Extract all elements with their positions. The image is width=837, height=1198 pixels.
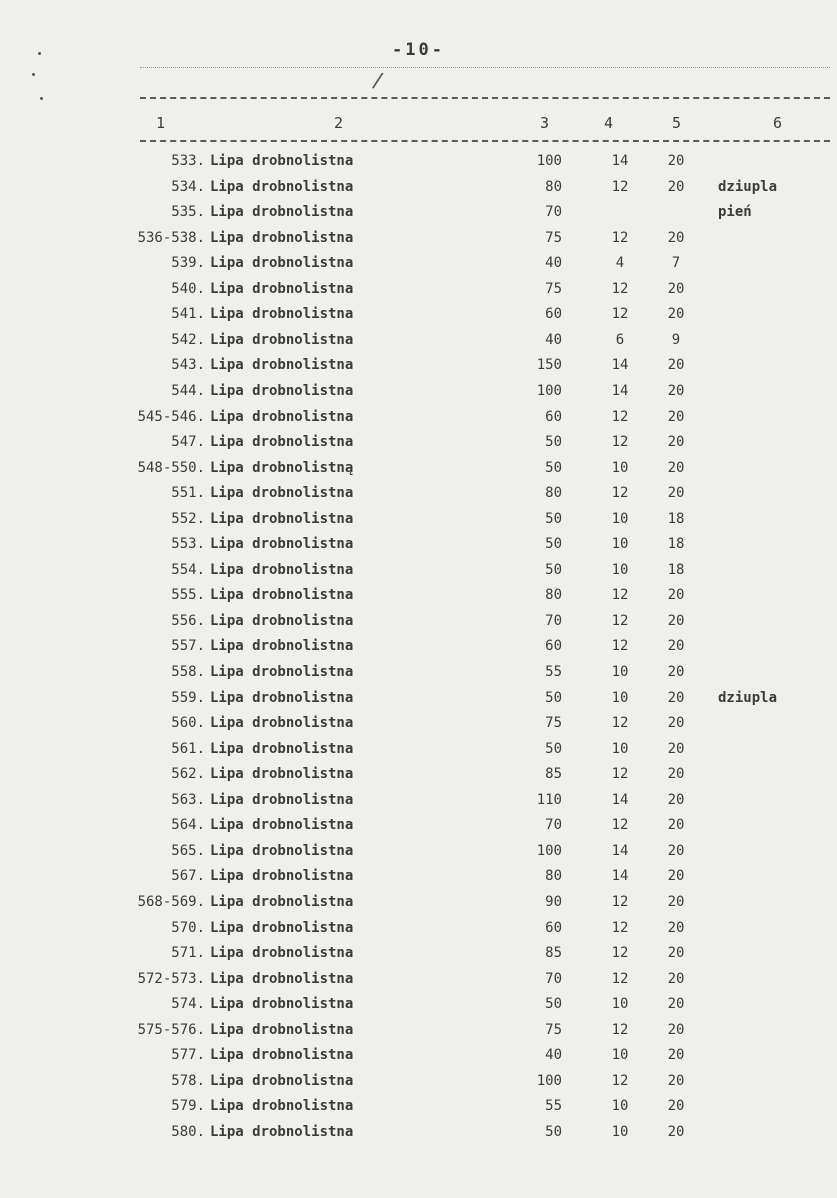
table-row <box>0 894 837 919</box>
row-number: 539. <box>171 255 205 272</box>
col-5-value: 20 <box>667 715 685 732</box>
col-5-value: 20 <box>667 817 685 834</box>
table-row <box>0 741 837 766</box>
col-4-value: 12 <box>611 485 629 502</box>
col-4-value: 12 <box>611 587 629 604</box>
row-number: 548-550. <box>137 459 205 476</box>
col-3-value: 50 <box>545 510 562 527</box>
row-number: 570. <box>171 919 205 936</box>
col-5-value: 20 <box>667 485 685 502</box>
col-3-value: 70 <box>545 612 562 629</box>
col-3-value: 50 <box>545 434 562 451</box>
col-4-value: 10 <box>611 740 629 757</box>
margin-mark <box>40 97 43 100</box>
col-3-value: 80 <box>545 178 562 195</box>
row-number: 568-569. <box>137 893 205 910</box>
species-name: Lipa drobnolistna <box>210 255 354 272</box>
col-3-value: 80 <box>545 587 562 604</box>
col-3-value: 40 <box>545 1047 562 1064</box>
table-row <box>0 153 837 178</box>
col-3-value: 50 <box>545 536 562 553</box>
row-number: 558. <box>171 664 205 680</box>
col-4-value: 14 <box>611 791 629 808</box>
row-number: 564. <box>171 817 205 834</box>
col-3-value: 80 <box>545 485 562 502</box>
table-top-rule <box>140 97 830 99</box>
row-number: 540. <box>171 280 205 297</box>
species-name: Lipa drobnolistna <box>210 587 354 604</box>
col-3-value: 90 <box>545 893 562 910</box>
table-row <box>0 485 837 510</box>
col-5-value: 20 <box>667 842 685 859</box>
col-4-value: 12 <box>611 945 629 962</box>
col-4-value: 12 <box>611 408 629 425</box>
table-row <box>0 179 837 204</box>
col-5-value: 20 <box>667 178 685 195</box>
table-row <box>0 255 837 280</box>
col-4-value: 12 <box>611 1021 629 1038</box>
table-row <box>0 332 837 357</box>
col-5-value: 20 <box>667 434 685 451</box>
pen-stroke-mark: / <box>370 67 386 93</box>
row-number: 567. <box>171 868 205 885</box>
species-name: Lipa drobnolistna <box>210 740 354 757</box>
header-col-1: 1 <box>156 114 166 132</box>
col-3-value: 40 <box>545 255 562 272</box>
row-number: 572-573. <box>137 970 205 987</box>
col-5-value: 20 <box>667 229 685 246</box>
table-row <box>0 792 837 817</box>
species-name: Lipa drobnolistna <box>210 1098 354 1115</box>
col-3-value: 50 <box>545 459 562 476</box>
col-3-value: 50 <box>545 740 562 757</box>
col-5-value: 20 <box>667 357 685 374</box>
table-row <box>0 613 837 638</box>
species-name: Lipa drobnolistna <box>210 434 354 451</box>
col-5-value: 20 <box>667 893 685 910</box>
table-row <box>0 920 837 945</box>
col-3-value: 55 <box>545 1098 562 1115</box>
table-header-rule <box>140 140 830 142</box>
header-col-6: 6 <box>773 114 783 132</box>
species-name: Lipa drobnolistna <box>210 919 354 936</box>
species-name: Lipa drobnolistna <box>210 689 354 706</box>
table-row <box>0 1073 837 1098</box>
col-4-value: 10 <box>611 561 629 578</box>
table-row <box>0 766 837 791</box>
col-3-value: 75 <box>545 280 562 297</box>
row-number: 580. <box>171 1123 205 1140</box>
row-number: 535. <box>171 204 205 221</box>
species-name: Lipa drobnolistna <box>210 561 354 578</box>
header-col-2: 2 <box>334 114 344 132</box>
col-4-value: 12 <box>611 229 629 246</box>
col-4-value: 14 <box>611 382 629 399</box>
col-5-value: 20 <box>667 689 685 706</box>
row-number: 561. <box>171 740 205 757</box>
col-5-value: 9 <box>671 331 681 348</box>
col-5-value: 20 <box>667 791 685 808</box>
col-3-value: 60 <box>545 638 562 655</box>
table-row <box>0 536 837 561</box>
row-number: 554. <box>171 561 205 578</box>
row-number: 571. <box>171 945 205 962</box>
table-row <box>0 562 837 587</box>
remark: dziupla <box>718 689 778 706</box>
margin-mark <box>38 52 41 55</box>
page-number: -10- <box>392 40 445 60</box>
header-col-5: 5 <box>672 114 682 132</box>
col-5-value: 20 <box>667 945 685 962</box>
row-number: 577. <box>171 1047 205 1064</box>
col-4-value: 12 <box>611 970 629 987</box>
table-row <box>0 511 837 536</box>
col-4-value: 10 <box>611 1047 629 1064</box>
row-number: 533. <box>171 153 205 169</box>
header-col-4: 4 <box>604 114 614 132</box>
row-number: 544. <box>171 382 205 399</box>
table-row <box>0 971 837 996</box>
species-name: Lipa drobnolistna <box>210 229 354 246</box>
col-5-value: 20 <box>667 612 685 629</box>
col-5-value: 20 <box>667 1098 685 1115</box>
species-name: Lipa drobnolistna <box>210 893 354 910</box>
species-name: Lipa drobnolistna <box>210 868 354 885</box>
col-3-value: 85 <box>545 945 562 962</box>
col-3-value: 100 <box>536 382 562 399</box>
col-3-value: 60 <box>545 919 562 936</box>
col-3-value: 50 <box>545 561 562 578</box>
row-number: 562. <box>171 766 205 783</box>
species-name: Lipa drobnolistna <box>210 715 354 732</box>
species-name: Lipa drobnolistna <box>210 970 354 987</box>
table-row <box>0 230 837 255</box>
col-4-value: 6 <box>615 331 625 348</box>
row-number: 542. <box>171 331 205 348</box>
col-5-value: 20 <box>667 1021 685 1038</box>
col-5-value: 20 <box>667 766 685 783</box>
remark: pień <box>718 204 752 221</box>
row-number: 543. <box>171 357 205 374</box>
col-3-value: 80 <box>545 868 562 885</box>
row-number: 541. <box>171 306 205 323</box>
row-number: 534. <box>171 178 205 195</box>
col-3-value: 70 <box>545 204 562 221</box>
table-row <box>0 383 837 408</box>
col-3-value: 75 <box>545 715 562 732</box>
col-5-value: 20 <box>667 459 685 476</box>
species-name: Lipa drobnolistna <box>210 766 354 783</box>
col-4-value: 12 <box>611 715 629 732</box>
col-5-value: 20 <box>667 970 685 987</box>
table-row <box>0 409 837 434</box>
col-4-value: 10 <box>611 459 629 476</box>
col-4-value: 10 <box>611 996 629 1013</box>
col-5-value: 20 <box>667 996 685 1013</box>
species-name: Lipa drobnolistna <box>210 485 354 502</box>
col-3-value: 60 <box>545 306 562 323</box>
col-4-value: 14 <box>611 842 629 859</box>
col-4-value: 12 <box>611 434 629 451</box>
table-row <box>0 664 837 689</box>
row-number: 556. <box>171 612 205 629</box>
table-row <box>0 281 837 306</box>
table-row <box>0 1098 837 1123</box>
col-5-value: 20 <box>667 408 685 425</box>
col-3-value: 50 <box>545 996 562 1013</box>
species-name: Lipa drobnolistna <box>210 817 354 834</box>
col-5-value: 20 <box>667 1123 685 1140</box>
table-row <box>0 1124 837 1149</box>
row-number: 552. <box>171 510 205 527</box>
row-number: 578. <box>171 1072 205 1089</box>
row-number: 545-546. <box>137 408 205 425</box>
col-4-value: 10 <box>611 664 629 680</box>
col-3-value: 70 <box>545 817 562 834</box>
col-3-value: 50 <box>545 689 562 706</box>
col-3-value: 100 <box>536 1072 562 1089</box>
remark: dziupla <box>718 178 778 195</box>
col-3-value: 70 <box>545 970 562 987</box>
species-name: Lipa drobnolistna <box>210 1021 354 1038</box>
row-number: 579. <box>171 1098 205 1115</box>
col-4-value: 14 <box>611 868 629 885</box>
col-4-value: 10 <box>611 689 629 706</box>
col-5-value: 20 <box>667 1072 685 1089</box>
species-name: Lipa drobnolistna <box>210 791 354 808</box>
col-3-value: 40 <box>545 331 562 348</box>
row-number: 560. <box>171 715 205 732</box>
species-name: Lipa drobnolistna <box>210 612 354 629</box>
species-name: Lipa drobnolistna <box>210 382 354 399</box>
col-3-value: 60 <box>545 408 562 425</box>
table-row <box>0 357 837 382</box>
col-4-value: 12 <box>611 893 629 910</box>
col-4-value: 12 <box>611 306 629 323</box>
top-dotted-rule <box>140 67 830 68</box>
species-name: Lipa drobnolistna <box>210 357 354 374</box>
col-4-value: 12 <box>611 1072 629 1089</box>
col-5-value: 20 <box>667 280 685 297</box>
col-3-value: 100 <box>536 153 562 169</box>
col-4-value: 4 <box>615 255 625 272</box>
row-number: 565. <box>171 842 205 859</box>
species-name: Lipa drobnolistna <box>210 945 354 962</box>
row-number: 551. <box>171 485 205 502</box>
col-4-value: 12 <box>611 817 629 834</box>
col-5-value: 20 <box>667 638 685 655</box>
species-name: Lipa drobnolistna <box>210 204 354 221</box>
table-row <box>0 638 837 663</box>
species-name: Lipa drobnolistna <box>210 1047 354 1064</box>
row-number: 575-576. <box>137 1021 205 1038</box>
col-3-value: 75 <box>545 229 562 246</box>
col-3-value: 75 <box>545 1021 562 1038</box>
col-3-value: 110 <box>536 791 562 808</box>
col-5-value: 20 <box>667 306 685 323</box>
col-3-value: 100 <box>536 842 562 859</box>
col-3-value: 85 <box>545 766 562 783</box>
col-4-value: 12 <box>611 766 629 783</box>
table-row <box>0 843 837 868</box>
table-row <box>0 945 837 970</box>
table-row <box>0 690 837 715</box>
species-name: Lipa drobnolistna <box>210 664 354 680</box>
col-5-value: 20 <box>667 382 685 399</box>
col-4-value: 10 <box>611 510 629 527</box>
col-5-value: 20 <box>667 1047 685 1064</box>
row-number: 563. <box>171 791 205 808</box>
margin-mark <box>32 73 35 76</box>
header-col-3: 3 <box>540 114 550 132</box>
col-5-value: 18 <box>667 510 685 527</box>
col-4-value: 12 <box>611 178 629 195</box>
row-number: 547. <box>171 434 205 451</box>
col-4-value: 10 <box>611 1098 629 1115</box>
species-name: Lipa drobnolistna <box>210 280 354 297</box>
row-number: 536-538. <box>137 229 205 246</box>
col-4-value: 12 <box>611 919 629 936</box>
col-5-value: 20 <box>667 587 685 604</box>
table-row <box>0 996 837 1021</box>
table-row <box>0 204 837 229</box>
row-number: 553. <box>171 536 205 553</box>
col-4-value: 10 <box>611 1123 629 1140</box>
col-4-value: 14 <box>611 357 629 374</box>
col-5-value: 7 <box>671 255 681 272</box>
species-name: Lipa drobnolistna <box>210 536 354 553</box>
species-name: Lipa drobnolistna <box>210 153 354 169</box>
species-name: Lipa drobnolistna <box>210 1072 354 1089</box>
col-4-value: 14 <box>611 153 629 169</box>
row-number: 574. <box>171 996 205 1013</box>
table-row <box>0 434 837 459</box>
row-number: 557. <box>171 638 205 655</box>
col-3-value: 55 <box>545 664 562 680</box>
col-5-value: 20 <box>667 919 685 936</box>
table-row <box>0 1047 837 1072</box>
species-name: Lipa drobnolistna <box>210 638 354 655</box>
col-5-value: 18 <box>667 561 685 578</box>
col-4-value: 12 <box>611 638 629 655</box>
row-number: 555. <box>171 587 205 604</box>
species-name: Lipa drobnolistna <box>210 331 354 348</box>
table-row <box>0 1022 837 1047</box>
table-row <box>0 715 837 740</box>
table-row <box>0 306 837 331</box>
col-4-value: 10 <box>611 536 629 553</box>
col-4-value: 12 <box>611 280 629 297</box>
species-name: Lipa drobnolistną <box>210 459 354 476</box>
table-row <box>0 868 837 893</box>
species-name: Lipa drobnolistna <box>210 996 354 1013</box>
col-5-value: 18 <box>667 536 685 553</box>
table-row <box>0 460 837 485</box>
col-5-value: 20 <box>667 664 685 680</box>
col-5-value: 20 <box>667 740 685 757</box>
col-3-value: 150 <box>536 357 562 374</box>
species-name: Lipa drobnolistna <box>210 510 354 527</box>
row-number: 559. <box>171 689 205 706</box>
col-4-value: 12 <box>611 612 629 629</box>
species-name: Lipa drobnolistna <box>210 306 354 323</box>
table-row <box>0 817 837 842</box>
species-name: Lipa drobnolistna <box>210 408 354 425</box>
species-name: Lipa drobnolistna <box>210 178 354 195</box>
col-3-value: 50 <box>545 1123 562 1140</box>
col-5-value: 20 <box>667 153 685 169</box>
table-row <box>0 587 837 612</box>
species-name: Lipa drobnolistna <box>210 1123 354 1140</box>
col-5-value: 20 <box>667 868 685 885</box>
species-name: Lipa drobnolistna <box>210 842 354 859</box>
